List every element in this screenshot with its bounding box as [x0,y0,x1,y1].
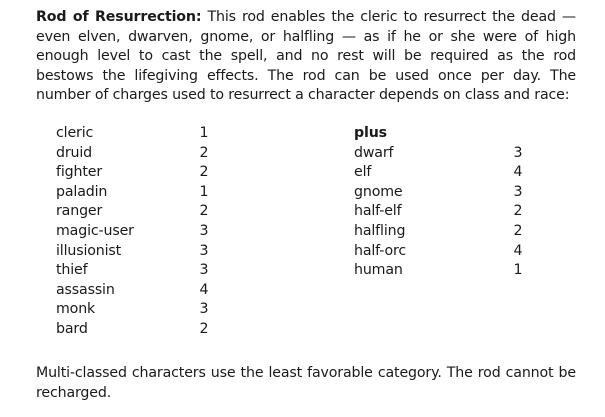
class-charges: 3 [199,242,209,259]
class-name: thief [56,262,88,279]
class-name: fighter [56,164,103,181]
class-charges: 2 [199,203,209,220]
race-charges: 4 [513,164,523,181]
class-charges: 4 [199,281,209,298]
class-name: cleric [56,125,94,141]
race-name-column [354,124,514,281]
race-charges: 3 [513,144,523,161]
class-name: bard [56,320,88,337]
item-title: Rod of Resurrection: [36,9,202,25]
race-name: half-elf [354,203,402,220]
race-charges: 1 [513,262,523,279]
race-name: halfling [354,222,406,239]
race-name: gnome [354,183,403,200]
class-charges: 3 [199,222,209,239]
class-charges: 1 [199,125,209,141]
class-charges: 2 [199,320,209,337]
class-name: monk [56,301,96,318]
class-name: ranger [56,203,103,220]
race-charges: 2 [513,203,523,220]
class-name: illusionist [56,242,122,259]
class-name: paladin [56,183,108,200]
race-charges: 3 [513,183,523,200]
race-name: human [354,262,403,279]
class-charges: 1 [199,183,209,200]
class-charges: 2 [199,144,209,161]
closing-paragraph: Multi-classed characters use the least favorable category. The rod cannot be recharged. [36,365,576,401]
race-charges-column [508,124,528,281]
race-charges: 2 [513,222,523,239]
race-charges: 4 [513,242,523,259]
class-name-column [56,124,196,340]
race-name: half-orc [354,242,407,259]
class-name: druid [56,144,93,161]
class-charges: 3 [199,262,209,279]
class-charges-column [194,124,214,340]
race-name: dwarf [354,144,394,161]
class-name: magic-user [56,222,134,239]
plus-label: plus [354,125,387,141]
class-charges: 2 [199,164,209,181]
intro-body: This rod enables the cleric to resurrect the dead — even elven, dwarven, gnome, or halfling — as if he or she were of high enough level to cast the spell, and no rest will be required as the rod bestows the lifegiving effects. The rod can be used once per day. The number of charges used to resurrect a character depends on class and race: [36,9,576,103]
class-charges: 3 [199,301,209,318]
intro-paragraph [36,8,576,106]
race-name: elf [354,164,372,181]
class-name: assassin [56,281,115,298]
race-charges-spacer [508,124,528,144]
